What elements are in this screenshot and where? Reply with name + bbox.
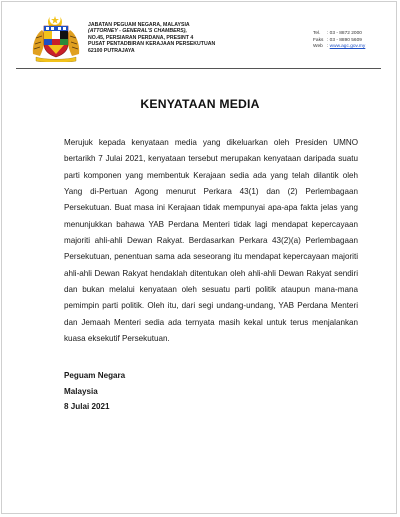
letterhead-line-4: PUSAT PENTADBIRAN KERAJAAN PERSEKUTUAN [88,41,216,48]
letterhead [88,22,215,54]
signatory-country: Malaysia [64,386,98,396]
signatory-title: Peguam Negara [64,371,126,380]
faks-value: : 03 - 8890 5609 [327,37,362,43]
letterhead-line-3: NO.45, PERSIARAN PERDANA, PRESINT 4 [88,34,194,41]
tel-label: Tel. [313,31,321,36]
web-link[interactable]: www.agc.gov.my [329,44,366,50]
faks-label: Faks [313,37,324,43]
letterhead-line-2: (ATTORNEY - GENERAL'S CHAMBERS), [88,28,187,35]
header-divider [16,68,381,69]
contact-block [313,31,365,51]
statement-date: 8 Julai 2021 [64,402,110,411]
contact-web: Web : www.agc.gov.my [313,44,366,50]
tel-value: : 03 - 8872 2000 [327,31,362,36]
signature-block [64,368,125,415]
statement-paragraph: Merujuk kepada kenyataan media yang dikeluarkan oleh Presiden UMNO bertarikh 7 Julai 2021, kenyataan tersebut merupakan kenyataan daripada suatu parti komponen yang membentuk Kerajaan sedia ada yang telah dilantik oleh Yang di-Pertuan Agong menurut Perkara 43(1) dan (2) Perlembagaan Persekutuan. Buat masa ini Kerajaan tidak mempunyai apa-apa fakta jelas yang menunjukkan bahawa YAB Perdana Menteri tidak lagi mendapat kepercayaan majoriti ahli-ahli Dewan Rakyat. Berdasarkan Perkara 43(2)(a) Perlembagaan Persekutuan, penentuan sama ada seseorang itu mendapat kepercayaan majoriti ahli-ahli Dewan Rakyat hendaklah ditentukan oleh ahli-ahli Dewan Rakyat sendiri dan bukan melalui kenyataan oleh sesuatu parti politik ataupun mana-mana pemimpin parti politik. Oleh itu, dari segi undang-undang, YAB Perdana Menteri dan Jemaah Menteri sedia ada ternyata masih kekal untuk terus menjalankan kuasa eksekutif Persekutuan. [64,138,358,344]
malaysia-coat-of-arms-icon [30,14,82,62]
web-label: Web [313,44,323,50]
letterhead-line-1: JABATAN PEGUAM NEGARA, MALAYSIA [88,22,190,28]
page-title: KENYATAAN MEDIA [140,97,260,111]
statement-body [64,135,358,347]
contact-tel [313,31,365,38]
letterhead-line-5: 62100 PUTRAJAYA [88,47,135,54]
